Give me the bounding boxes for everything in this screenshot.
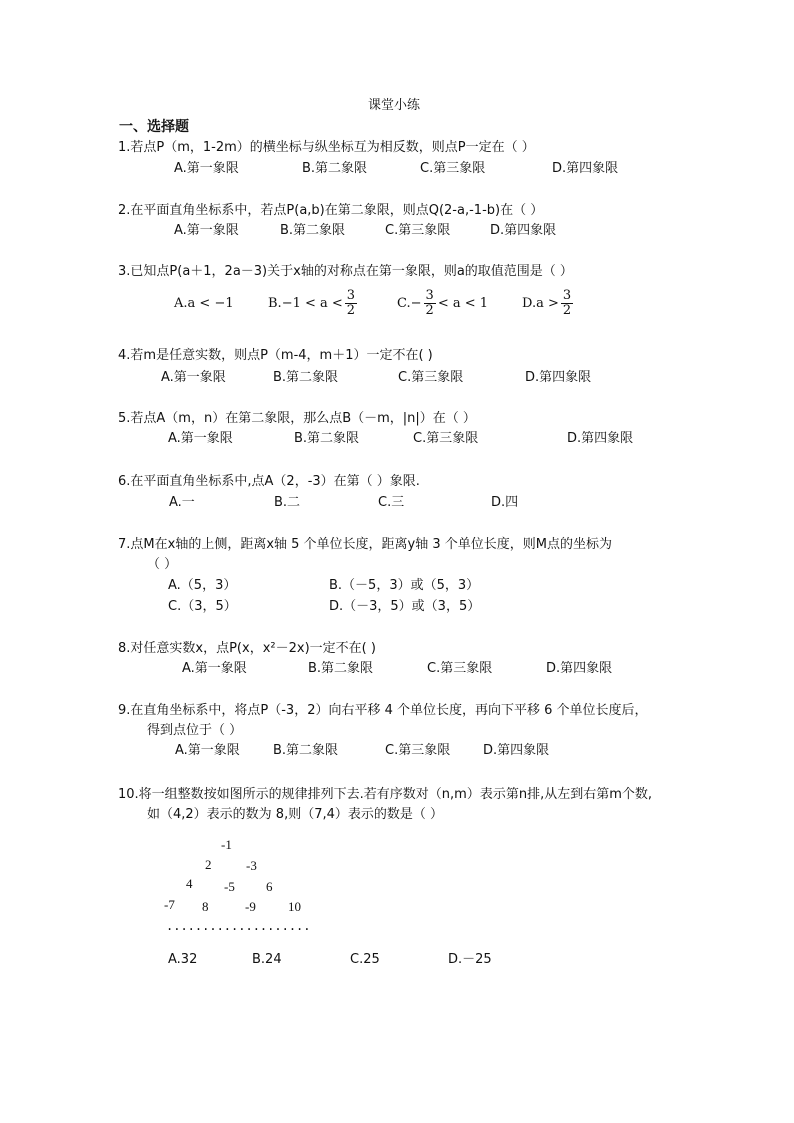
q9-option-b: B.第二象限 <box>273 743 339 758</box>
triangle-number: -5 <box>224 879 235 894</box>
fraction-numerator: 3 <box>562 288 572 303</box>
fraction-numerator: 3 <box>425 288 434 303</box>
question-6-stem: 6.在平面直角坐标系中,点A（2，-3）在第（ ）象限. <box>118 474 420 489</box>
q3-option-c-prefix: C. <box>397 296 411 311</box>
q9-option-a: A.第一象限 <box>175 743 240 758</box>
q3-option-d <box>522 288 575 320</box>
q7-option-d: D.（－3，5）或（3，5） <box>329 599 481 614</box>
q3-option-b-left: −1 < a < <box>281 296 343 311</box>
question-10-stem-line2: 如（4,2）表示的数为 8,则（7,4）表示的数是（ ） <box>147 807 444 822</box>
q4-option-d: D.第四象限 <box>525 370 592 385</box>
question-8-stem: 8.对任意实数x，点P(x，x²－2x)一定不在( ) <box>118 641 376 656</box>
q3-option-d-prefix: D. <box>522 296 537 311</box>
q2-option-c: C.第三象限 <box>385 223 451 238</box>
q6-option-c: C.三 <box>378 495 405 510</box>
q4-option-a: A.第一象限 <box>161 370 226 385</box>
triangle-number: -3 <box>246 858 257 873</box>
q3-option-a-expr: a < −1 <box>187 296 234 311</box>
q7-option-c: C.（3，5） <box>168 599 237 614</box>
fraction-denominator: 2 <box>425 303 434 318</box>
q3-option-d-left: a > <box>536 296 559 311</box>
q10-option-c: C.25 <box>350 952 380 967</box>
page-title: 课堂小练 <box>368 98 421 113</box>
q3-option-c-right: < a < 1 <box>437 296 489 311</box>
question-5-stem: 5.若点A（m，n）在第二象限，那么点B（－m，|n|）在（ ） <box>118 411 476 426</box>
triangle-number: 4 <box>186 876 193 891</box>
q9-option-c: C.第三象限 <box>385 743 451 758</box>
fraction-denominator: 2 <box>346 303 356 318</box>
triangle-number: -7 <box>164 897 175 912</box>
triangle-number: -1 <box>221 837 232 852</box>
q9-option-d: D.第四象限 <box>483 743 550 758</box>
q10-option-a: A.32 <box>168 952 198 967</box>
question-7-stem: 7.点M在x轴的上侧，距离x轴 5 个单位长度，距离y轴 3 个单位长度，则M点的坐标为 <box>118 537 612 552</box>
q3-option-a <box>174 295 234 313</box>
q5-option-c: C.第三象限 <box>413 431 479 446</box>
q10-option-d: D.－25 <box>448 952 492 967</box>
triangle-number: 2 <box>205 857 212 872</box>
triangle-number: 10 <box>288 899 301 914</box>
question-1-stem: 1.若点P（m，1-2m）的横坐标与纵坐标互为相反数，则点P一定在（ ） <box>118 140 535 155</box>
q7-option-b: B.（－5，3）或（5，3） <box>329 578 480 593</box>
q2-option-b: B.第二象限 <box>280 223 346 238</box>
q5-option-d: D.第四象限 <box>567 431 634 446</box>
q3-option-c-fraction <box>424 289 436 318</box>
q2-option-d: D.第四象限 <box>490 223 557 238</box>
q5-option-b: B.第二象限 <box>294 431 360 446</box>
q1-option-a: A.第一象限 <box>174 161 239 176</box>
q1-option-d: D.第四象限 <box>552 161 619 176</box>
q7-option-a: A.（5，3） <box>168 578 237 593</box>
q6-option-d: D.四 <box>491 495 519 510</box>
triangle-number: 6 <box>266 879 273 894</box>
triangle-number: 8 <box>202 899 209 914</box>
q8-option-c: C.第三象限 <box>427 661 493 676</box>
fraction-numerator: 3 <box>346 288 356 303</box>
q3-option-c-left: − <box>410 296 422 311</box>
question-9-stem: 9.在直角坐标系中，将点P（-3，2）向右平移 4 个单位长度，再向下平移 6 个单位长度后， <box>118 703 648 718</box>
q5-option-a: A.第一象限 <box>168 431 233 446</box>
q4-option-b: B.第二象限 <box>273 370 339 385</box>
continuation-dots: .................... <box>166 919 311 933</box>
question-2-stem: 2.在平面直角坐标系中，若点P(a,b)在第二象限，则点Q(2-a,-1-b)在（ ） <box>118 203 544 218</box>
q1-option-b: B.第二象限 <box>302 161 368 176</box>
q6-option-a: A.一 <box>169 495 195 510</box>
question-9-stem-line2: 得到点位于（ ） <box>147 723 243 738</box>
q3-option-b <box>268 288 359 320</box>
q3-option-c <box>397 288 488 320</box>
question-4-stem: 4.若m是任意实数，则点P（m-4，m＋1）一定不在( ) <box>118 348 433 363</box>
triangle-number: -9 <box>245 899 256 914</box>
q8-option-a: A.第一象限 <box>182 661 247 676</box>
q8-option-b: B.第二象限 <box>308 661 374 676</box>
q2-option-a: A.第一象限 <box>174 223 239 238</box>
q1-option-c: C.第三象限 <box>420 161 486 176</box>
q3-option-a-prefix: A. <box>174 296 188 311</box>
q7-answer-paren: （ ） <box>147 557 178 572</box>
q6-option-b: B.二 <box>274 495 301 510</box>
q4-option-c: C.第三象限 <box>398 370 464 385</box>
fraction-denominator: 2 <box>562 303 572 318</box>
question-10-stem: 10.将一组整数按如图所示的规律排列下去.若有序数对（n,m）表示第n排,从左到右第m个数, <box>118 787 653 802</box>
section-heading: 一、选择题 <box>119 119 189 135</box>
q8-option-d: D.第四象限 <box>546 661 613 676</box>
q10-option-b: B.24 <box>252 952 282 967</box>
question-3-stem: 3.已知点P(a＋1，2a－3)关于x轴的对称点在第一象限，则a的取值范围是（ ） <box>118 264 573 279</box>
q3-option-b-prefix: B. <box>268 296 282 311</box>
q3-option-d-fraction <box>561 289 573 318</box>
q3-option-b-fraction <box>345 289 357 318</box>
